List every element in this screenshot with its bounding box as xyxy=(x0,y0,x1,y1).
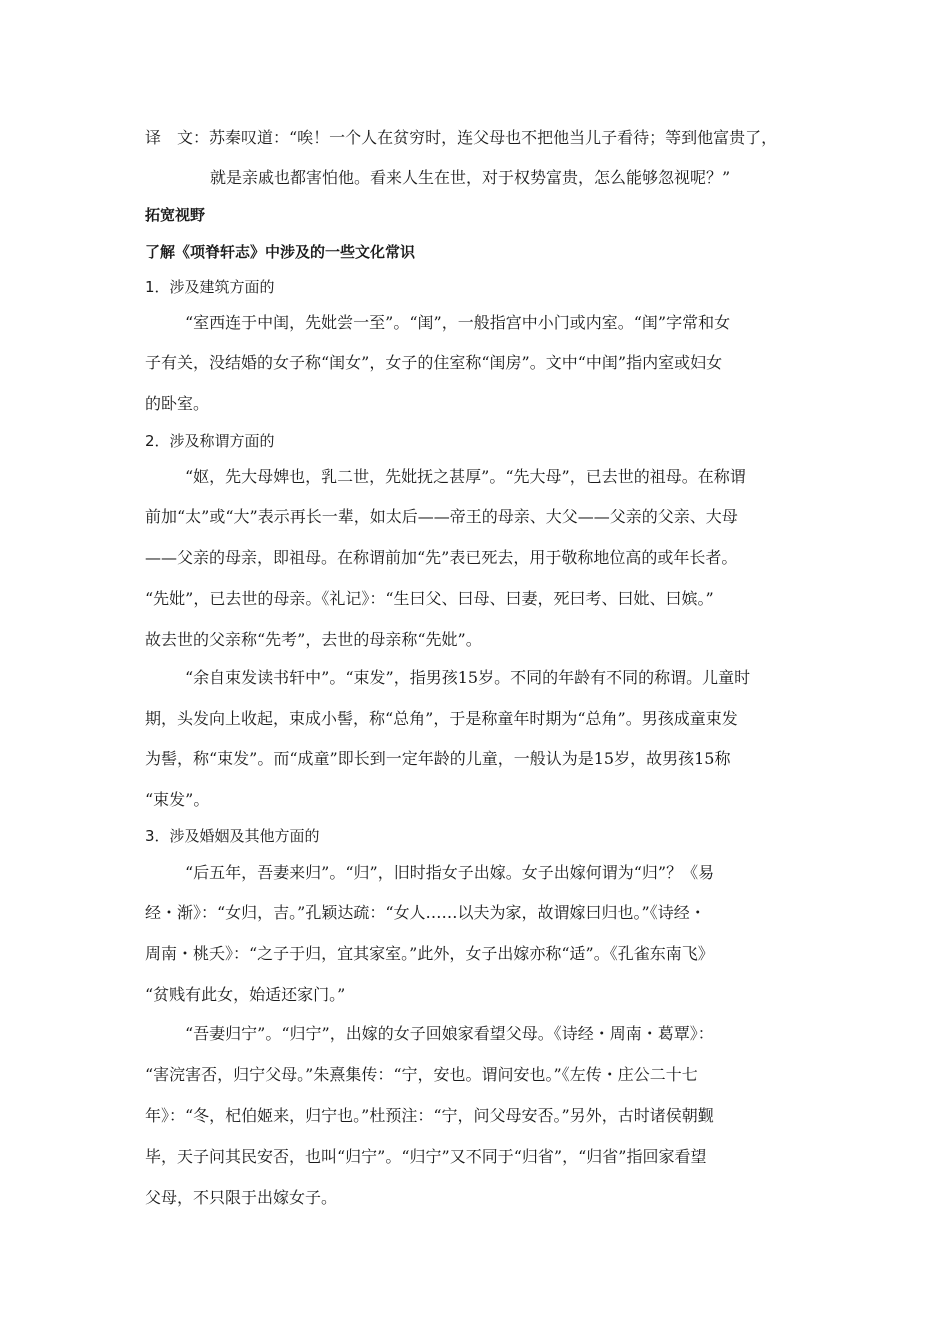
paragraph-line: 前加“太”或“大”表示再长一辈，如太后——帝王的母亲、大父——父亲的父亲、大母 xyxy=(145,507,738,526)
translation-line-1: 译 文：苏秦叹道：“唉！一个人在贫穷时，连父母也不把他当儿子看待；等到他富贵了， xyxy=(145,128,778,147)
paragraph-line: 为髻，称“束发”。而“成童”即长到一定年龄的儿童，一般认为是15岁，故男孩15称 xyxy=(145,749,731,768)
paragraph-line: 子有关，没结婚的女子称“闺女”，女子的住室称“闺房”。文中“中闺”指内室或妇女 xyxy=(145,353,723,372)
paragraph-line: “妪，先大母婢也，乳二世，先妣抚之甚厚”。“先大母”，已去世的祖母。在称谓 xyxy=(185,467,746,486)
paragraph-line: 的卧室。 xyxy=(145,394,210,413)
paragraph-line: ——父亲的母亲，即祖母。在称谓前加“先”表已死去，用于敬称地位高的或年长者。 xyxy=(145,548,738,567)
paragraph-line: “害浣害否，归宁父母。”朱熹集传：“宁，安也。谓问安也。”《左传・庄公二十七 xyxy=(145,1065,698,1084)
paragraph-line: “贫贱有此女，始适还家门。” xyxy=(145,985,346,1004)
paragraph-line: 期，头发向上收起，束成小髻，称“总角”，于是称童年时期为“总角”。男孩成童束发 xyxy=(145,709,738,728)
paragraph-line: 周南・桃夭》：“之子于归，宜其家室。”此外，女子出嫁亦称“适”。《孔雀东南飞》 xyxy=(145,944,714,963)
paragraph-line: 父母，不只限于出嫁女子。 xyxy=(145,1188,338,1207)
paragraph-line: “束发”。 xyxy=(145,790,210,809)
part2-heading: 2．涉及称谓方面的 xyxy=(145,432,275,450)
paragraph-line: “后五年，吾妻来归”。“归”，旧时指女子出嫁。女子出嫁何谓为“归”？《易 xyxy=(185,863,715,882)
paragraph-line: “先妣”，已去世的母亲。《礼记》：“生曰父、曰母、曰妻，死曰考、曰妣、曰嫔。” xyxy=(145,589,714,608)
subtitle: 了解《项脊轩志》中涉及的一些文化常识 xyxy=(145,243,416,261)
paragraph-line: 年》：“冬，杞伯姬来，归宁也。”杜预注：“宁，问父母安否。”另外，古时诸侯朝觐 xyxy=(145,1106,714,1125)
paragraph-line: 经・渐》：“女归，吉。”孔颖达疏：“女人……以夫为家，故谓嫁曰归也。”《诗经・ xyxy=(145,903,706,922)
section-title: 拓宽视野 xyxy=(145,206,206,224)
paragraph-line: “吾妻归宁”。“归宁”，出嫁的女子回娘家看望父母。《诗经・周南・葛覃》： xyxy=(185,1024,714,1043)
paragraph-line: “室西连于中闺，先妣尝一至”。“闺”，一般指宫中小门或内室。“闺”字常和女 xyxy=(185,313,731,332)
paragraph-line: 故去世的父亲称“先考”，去世的母亲称“先妣”。 xyxy=(145,630,482,649)
translation-line-2: 就是亲戚也都害怕他。看来人生在世，对于权势富贵，怎么能够忽视呢？” xyxy=(210,168,731,187)
paragraph-line: “余自束发读书轩中”。“束发”，指男孩15岁。不同的年龄有不同的称谓。儿童时 xyxy=(185,668,751,687)
paragraph-line: 毕，天子问其民安否，也叫“归宁”。“归宁”又不同于“归省”，“归省”指回家看望 xyxy=(145,1147,707,1166)
part1-heading: 1．涉及建筑方面的 xyxy=(145,278,275,296)
part3-heading: 3．涉及婚姻及其他方面的 xyxy=(145,827,320,845)
